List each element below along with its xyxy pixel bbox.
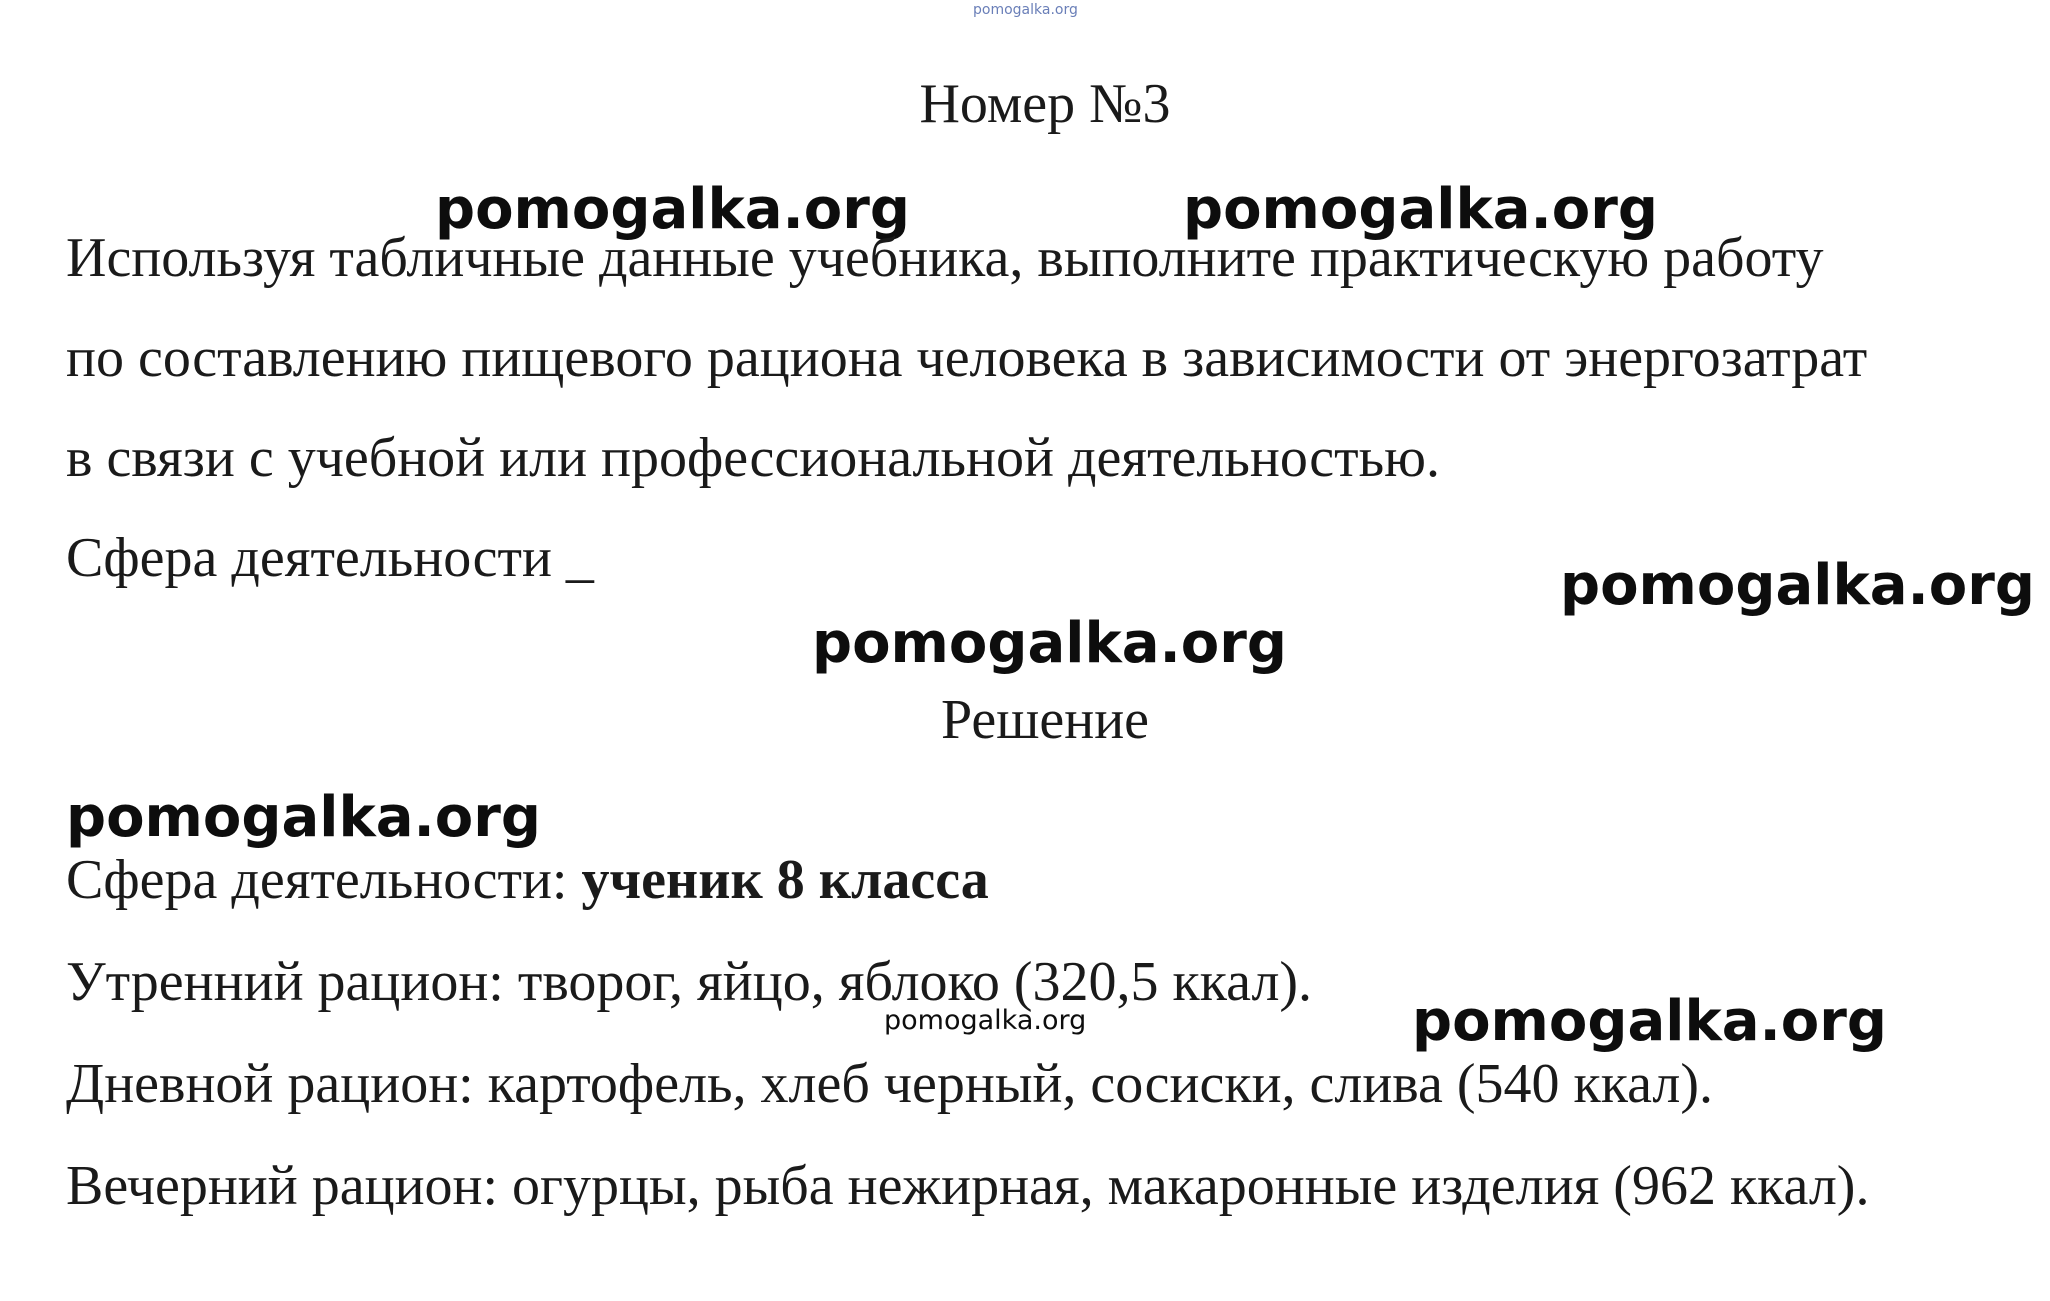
morning-diet-line: Утренний рацион: творог, яйцо, яблоко (320,5 ккал). [66, 951, 1313, 1013]
watermark: pomogalka.org [1183, 177, 1658, 242]
source-watermark: pomogalka.org [973, 2, 1078, 18]
watermark: pomogalka.org [812, 611, 1287, 676]
activity-field-label: Сфера деятельности _ [66, 527, 594, 589]
watermark: pomogalka.org [1560, 553, 2035, 618]
day-diet-line: Дневной рацион: картофель, хлеб черный, сосиски, слива (540 ккал). [66, 1053, 1714, 1115]
activity-answer-label: Сфера деятельности: [66, 849, 582, 911]
watermark: pomogalka.org [66, 785, 541, 850]
evening-diet-line: Вечерний рацион: огурцы, рыба нежирная, макаронные изделия (962 ккал). [66, 1155, 1870, 1217]
watermark: pomogalka.org [884, 1005, 1087, 1036]
watermark: pomogalka.org [435, 177, 910, 242]
activity-answer-line [66, 848, 989, 912]
task-text-line: в связи с учебной или профессиональной деятельностью. [66, 427, 1440, 489]
solution-heading: Решение [940, 689, 1150, 751]
task-text-line: Используя табличные данные учебника, выполните практическую работу [66, 227, 1824, 289]
activity-answer-value: ученик 8 класса [581, 849, 989, 911]
page-title: Номер №3 [919, 73, 1171, 135]
task-text-line: по составлению пищевого рациона человека в зависимости от энергозатрат [66, 327, 1868, 389]
watermark: pomogalka.org [1412, 989, 1887, 1054]
